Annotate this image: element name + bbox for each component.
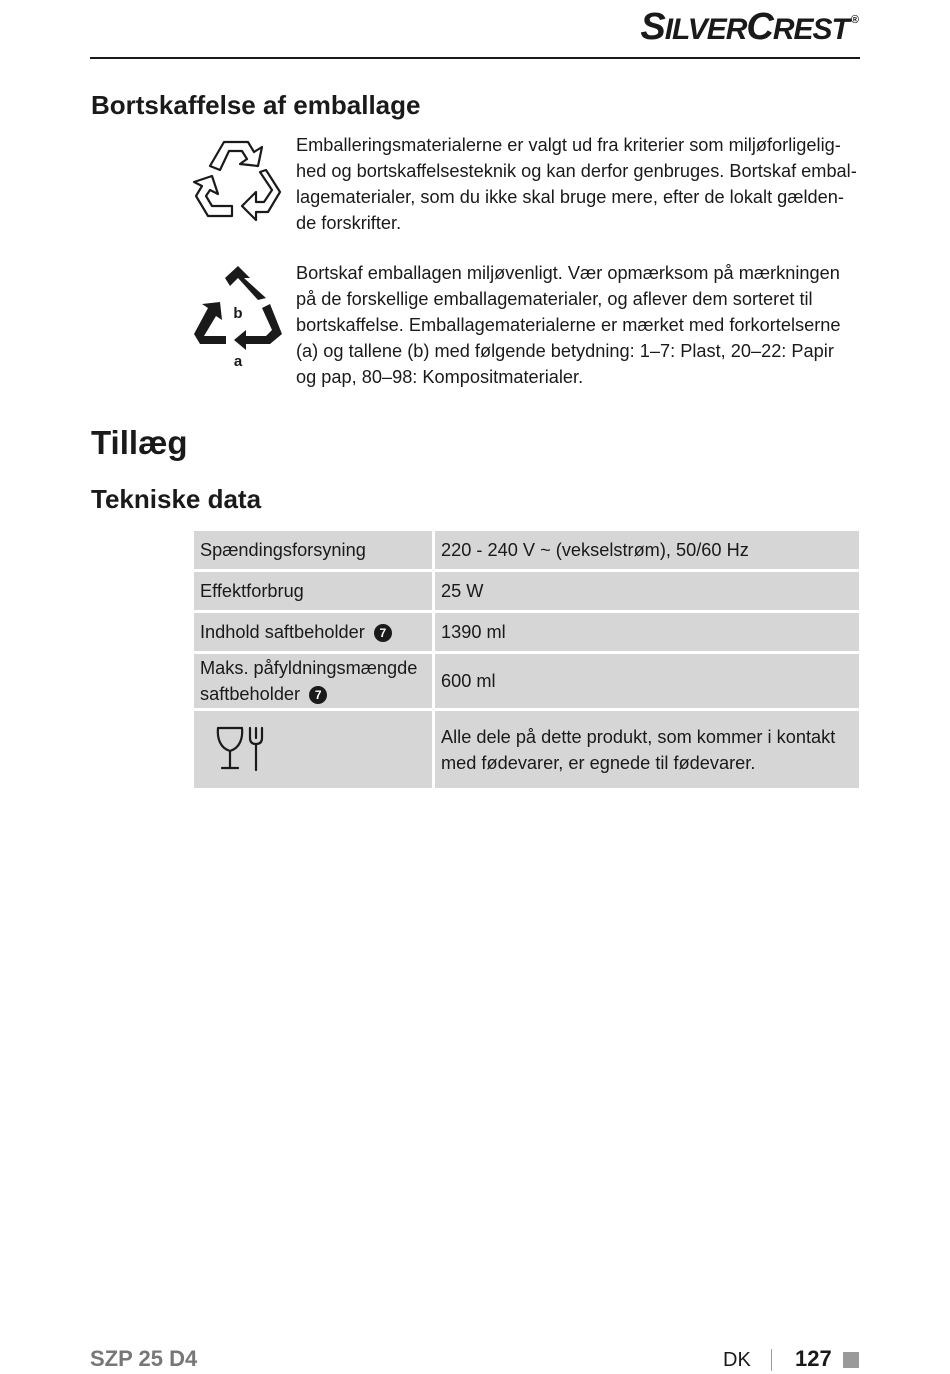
- table-cell-label: Effektforbrug: [194, 572, 435, 613]
- part-number-badge: 7: [309, 686, 327, 704]
- recycle-icon: [192, 136, 284, 224]
- brand-logo: SILVERCREST ®: [640, 6, 858, 48]
- footer-language: DK: [723, 1349, 751, 1371]
- packaging-heading: Bortskaffelse af emballage: [91, 90, 421, 120]
- label-line-1: Maks. påfyldningsmængde: [200, 658, 418, 678]
- packaging-paragraph-2: Bortskaf emballagen miljøvenligt. Vær opmærksom på mærkningen på de forskellige emballagematerialer, og aflever dem sorteret til bortskaffelse. Emballagematerialerne er mærket med forkortelserne (a) og tallene (b) med følgende betydning: 1–7: Plast, 20–22: Papir og pap, 80–98: Kompositmaterialer.: [296, 263, 841, 387]
- table-cell-label: Spændingsforsyning: [194, 531, 435, 572]
- table-cell-icon: [194, 711, 435, 791]
- packaging-paragraph-1: Emballeringsmaterialerne er valgt ud fra kriterier som miljøforligelighed og bortskaffelsesteknik og kan derfor genbruges. Bortskaf emballagematerialer, som du ikke skal bruge mere, efter de lokalt gældende forskrifter.: [296, 135, 857, 233]
- table-cell-value: Alle dele på dette produkt, som kommer i kontakt med fødevarer, er egnede til fødevarer.: [435, 711, 859, 791]
- table-cell-label: [194, 613, 435, 654]
- table-cell-value: 220 - 240 V ~ (vekselstrøm), 50/60 Hz: [435, 531, 859, 572]
- table-row: [194, 531, 859, 572]
- symbol-label-b: b: [233, 305, 243, 322]
- label-line-2: saftbeholder: [200, 684, 301, 704]
- label-text: Indhold saftbeholder: [200, 622, 365, 642]
- table-row: [194, 613, 859, 654]
- part-number-badge: 7: [374, 624, 392, 642]
- header-rule: [90, 57, 860, 59]
- food-safe-glass-fork-icon: [212, 724, 268, 776]
- footer-page-number: 127: [795, 1346, 832, 1371]
- table-cell-label: [194, 654, 435, 711]
- table-row: [194, 654, 859, 711]
- footer-model: SZP 25 D4: [90, 1346, 198, 1371]
- tech-data-table: [194, 531, 859, 791]
- recycling-code-triangle-icon: [192, 264, 284, 368]
- table-row: [194, 711, 859, 791]
- footer-separator: [771, 1349, 772, 1371]
- footer-square-mark: [843, 1352, 859, 1368]
- appendix-heading: Tillæg: [91, 424, 188, 461]
- table-cell-value: 600 ml: [435, 654, 859, 711]
- table-cell-value: 25 W: [435, 572, 859, 613]
- symbol-label-a: a: [233, 353, 243, 368]
- table-cell-value: 1390 ml: [435, 613, 859, 654]
- tech-data-heading: Tekniske data: [91, 484, 262, 514]
- table-row: [194, 572, 859, 613]
